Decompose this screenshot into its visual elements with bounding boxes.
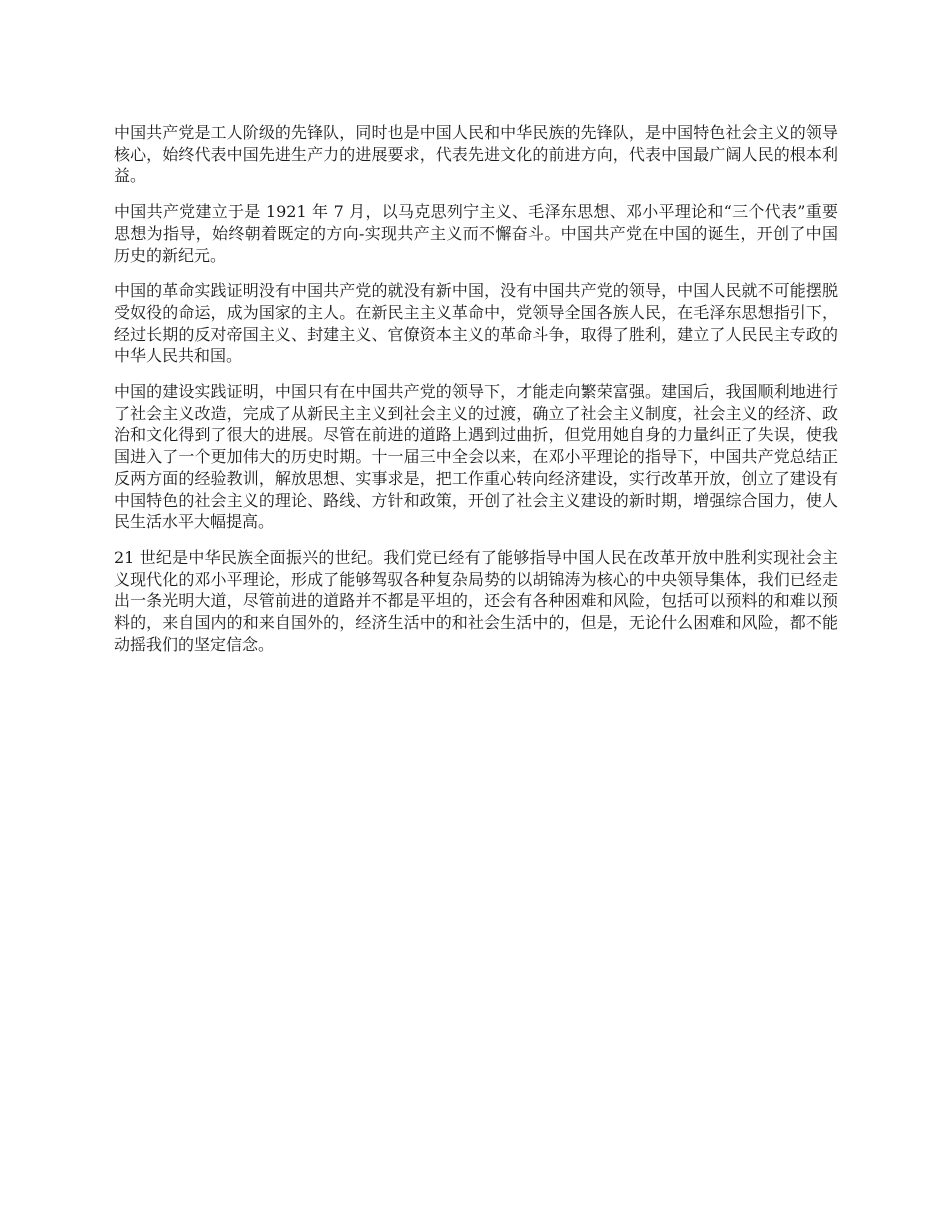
paragraph-1: 中国共产党是工人阶级的先锋队，同时也是中国人民和中华民族的先锋队，是中国特色社会主义的领导核心，始终代表中国先进生产力的进展要求，代表先进文化的前进方向，代表中国最广阔人民的根本利益。 (114, 123, 838, 186)
paragraph-4: 中国的建设实践证明，中国只有在中国共产党的领导下，才能走向繁荣富强。建国后，我国顺利地进行了社会主义改造，完成了从新民主主义到社会主义的过渡，确立了社会主义制度，社会主义的经济、政治和文化得到了很大的进展。尽管在前进的道路上遇到过曲折，但党用她自身的力量纠正了失误，使我国进入了一个更加伟大的历史时期。十一届三中全会以来，在邓小平理论的指导下，中国共产党总结正反两方面的经验教训，解放思想、实事求是，把工作重心转向经济建设，实行改革开放，创立了建设有中国特色的社会主义的理论、路线、方针和政策，开创了社会主义建设的新时期，增强综合国力，使人民生活水平大幅提高。 (114, 382, 838, 532)
document-body (114, 122, 838, 669)
paragraph-2: 中国共产党建立于是 1921 年 7 月，以马克思列宁主义、毛泽东思想、邓小平理论和“三个代表”重要思想为指导，始终朝着既定的方向-实现共产主义而不懈奋斗。中国共产党在中国的诞生，开创了中国历史的新纪元。 (114, 202, 838, 265)
paragraph-3: 中国的革命实践证明没有中国共产党的就没有新中国，没有中国共产党的领导，中国人民就不可能摆脱受奴役的命运，成为国家的主人。在新民主主义革命中，党领导全国各族人民，在毛泽东思想指引下，经过长期的反对帝国主义、封建主义、官僚资本主义的革命斗争，取得了胜利，建立了人民民主专政的中华人民共和国。 (114, 281, 838, 366)
paragraph-5: 21 世纪是中华民族全面振兴的世纪。我们党已经有了能够指导中国人民在改革开放中胜利实现社会主义现代化的邓小平理论，形成了能够驾驭各种复杂局势的以胡锦涛为核心的中央领导集体，我们已经走出一条光明大道，尽管前进的道路并不都是平坦的，还会有各种困难和风险，包括可以预料的和难以预料的，来自国内的和来自国外的，经济生活中的和社会生活中的，但是，无论什么困难和风险，都不能动摇我们的坚定信念。 (114, 547, 838, 654)
